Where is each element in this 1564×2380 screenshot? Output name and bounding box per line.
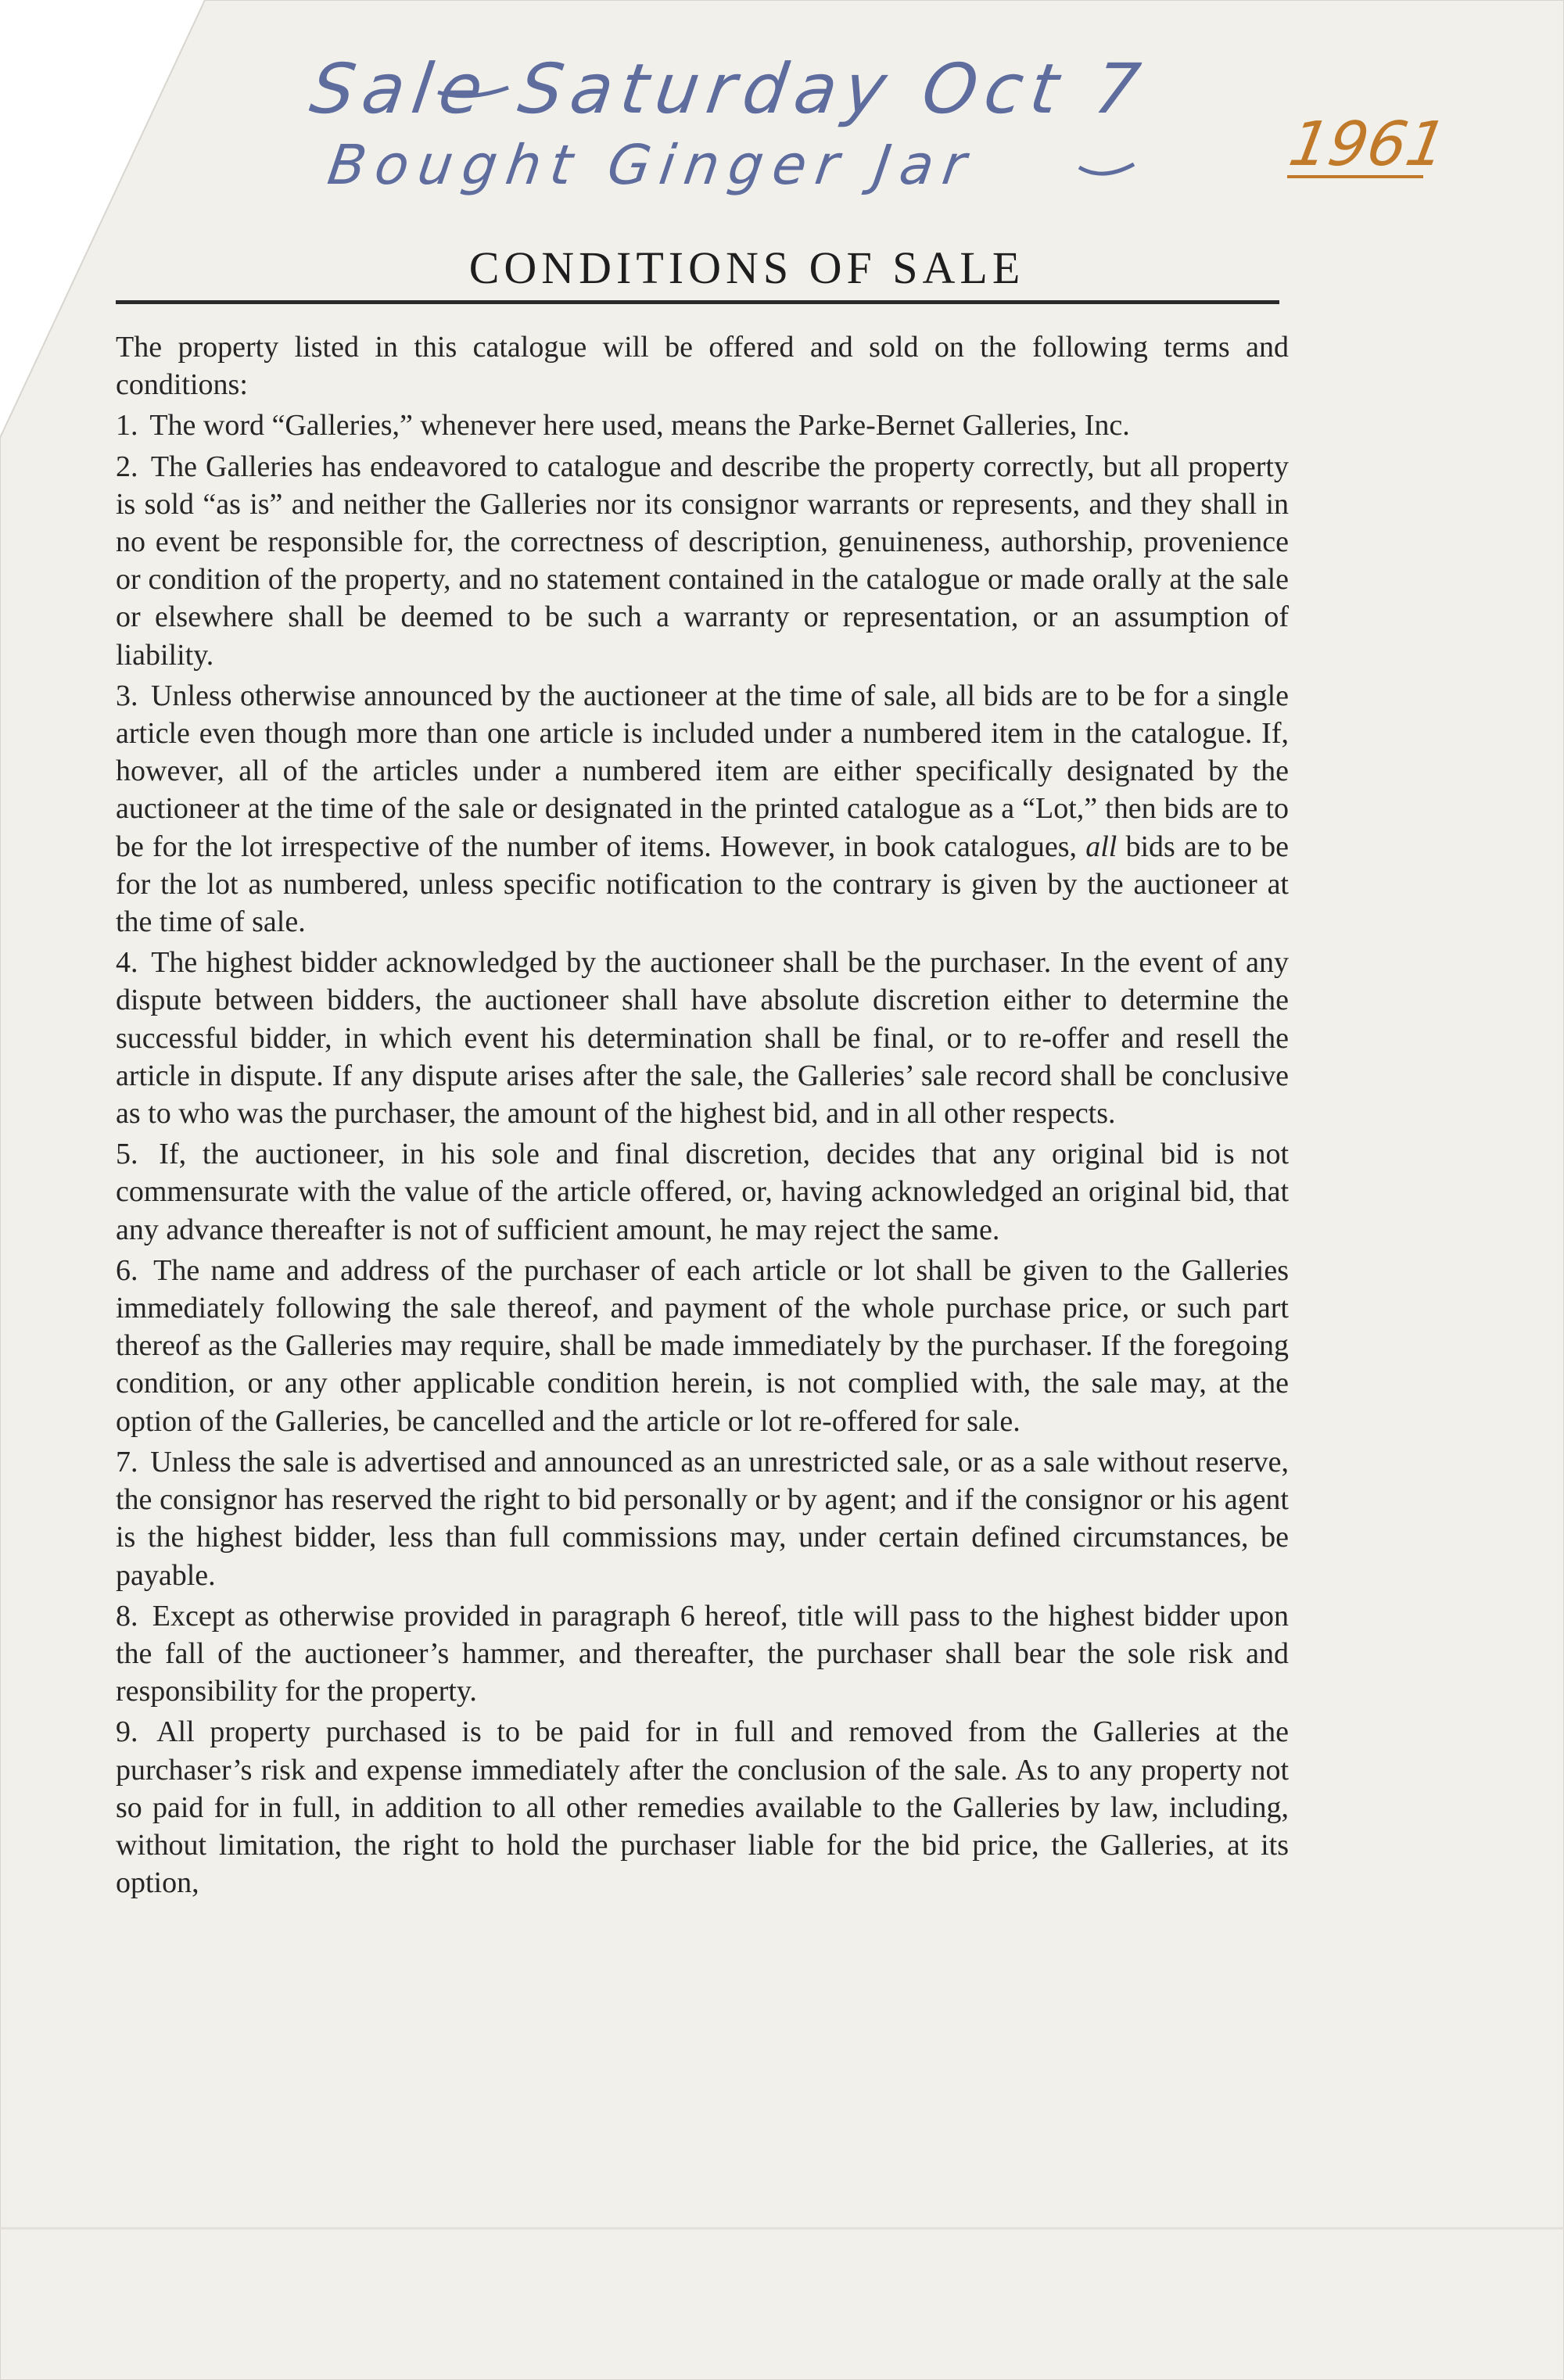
condition-item: [116, 448, 1289, 674]
condition-text: All property purchased is to be paid for in full and removed from the Galleries at the purchaser’s risk and expense immediately after the conclusion of the sale. As to any property not so paid for in full, in addition to all other remedies available to the Galleries by law, including, without limitation, the right to hold the purchaser liable for the bid price, the Galleries, at its option,: [116, 1715, 1290, 1900]
condition-number: 9.: [116, 1715, 138, 1749]
condition-number: 1.: [116, 409, 138, 443]
condition-text: Unless the sale is advertised and announced as an unrestricted sale, or as a sale without reserve, the consignor has reserved the right to bid personally or by agent; and if the consignor or his agent is the highest bidder, less than full commissions may, under certain defined circumstances, be payable.: [116, 1445, 1290, 1592]
condition-number: 8.: [116, 1599, 138, 1633]
condition-text: Unless otherwise announced by the auctioneer at the time of sale, all bids are to be for a single article even though more than one article is included under a numbered item in the catalogue. If, however, all of the articles under a numbered item are either specifically designated by the auctioneer at the time of the sale or designated in the printed catalogue as a “Lot,” then bids are to be for the lot irrespective of the number of items. However, in book catalogues,: [116, 679, 1289, 863]
condition-text: If, the auctioneer, in his sole and final discretion, decides that any original bid is not commensurate with the value of the article offered, or, having acknowledged an original bid, that any advance thereafter is not of sufficient amount, he may reject the same.: [116, 1138, 1290, 1246]
page-title: CONDITIONS OF SALE: [468, 242, 1025, 293]
condition-item: [116, 677, 1289, 941]
condition-text: bids are to be for the lot as numbered, unless specific notification to the contrary is given by the auctioneer at the time of sale.: [116, 830, 1290, 939]
condition-text: The name and address of the purchaser of each article or lot shall be given to the Galleries immediately following the sale thereof, and payment of the whole purchase price, or such part thereof as the Galleries may require, shall be made immediately by the purchaser. If the foregoing condition, or any other applicable condition herein, is not complied with, the sale may, at the option of the Galleries, be cancelled and the article or lot re-offered for sale.: [116, 1253, 1289, 1438]
condition-number: 2.: [116, 450, 138, 483]
handwritten-annotation-line1: Sale Saturday Oct 7: [305, 48, 1153, 129]
handwritten-annotation-line2: Bought Ginger Jar: [324, 133, 980, 197]
condition-number: 7.: [116, 1445, 138, 1479]
condition-number: 6.: [116, 1253, 138, 1287]
condition-item: [116, 1597, 1289, 1711]
condition-emphasis: all: [1085, 830, 1117, 863]
condition-text: The highest bidder acknowledged by the auctioneer shall be the purchaser. In the event of any dispute between bidders, the auctioneer shall have absolute discretion either to determine the successful bidder, in which event his determination shall be final, or to re-offer and resell the article in dispute. If any dispute arises after the sale, the Galleries’ sale record shall be conclusive as to who was the purchaser, the amount of the highest bid, and in all other respects.: [116, 946, 1289, 1131]
conditions-body: [116, 328, 1289, 1905]
condition-number: 3.: [116, 679, 138, 712]
intro-paragraph: The property listed in this catalogue will be offered and sold on the following terms and conditions:: [116, 331, 1289, 402]
condition-item: [116, 944, 1289, 1132]
condition-item: [116, 1713, 1289, 1901]
condition-item: [116, 1252, 1289, 1440]
condition-text: Except as otherwise provided in paragraph 6 hereof, title will pass to the highest bidder upon the fall of the auctioneer’s hammer, and thereafter, the purchaser shall bear the sole risk and responsibility for the property.: [116, 1599, 1290, 1708]
title-rule-divider: [116, 300, 1279, 304]
condition-text: The word “Galleries,” whenever here used, means the Parke-Bernet Galleries, Inc.: [149, 409, 1130, 443]
handwritten-year: 1961: [1284, 109, 1452, 180]
condition-item: [116, 407, 1289, 444]
condition-item: [116, 1135, 1289, 1249]
condition-item: [116, 1443, 1289, 1594]
condition-number: 5.: [116, 1138, 138, 1171]
condition-text: The Galleries has endeavored to catalogue and describe the property correctly, but all property is sold “as is” and neither the Galleries nor its consignor warrants or represents, and they shall in no event be responsible for, the correctness of description, genuineness, authorship, provenience or condition of the property, and no statement contained in the catalogue or made orally at the sale or elsewhere shall be deemed to be such a warranty or representation, or an assumption of liability.: [116, 450, 1289, 672]
condition-number: 4.: [116, 946, 138, 980]
